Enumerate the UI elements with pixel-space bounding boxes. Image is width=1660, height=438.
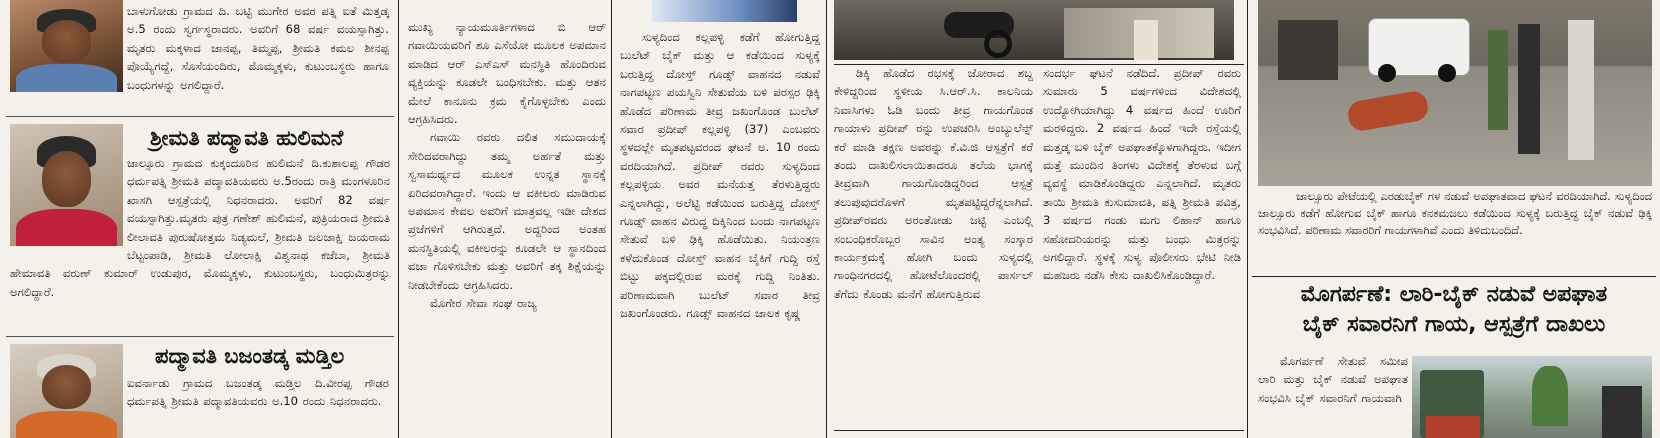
obituary-photo-3 [10,344,123,438]
divider [6,116,394,117]
divider [834,430,1244,431]
article-paragraph: ಸಂದರ್ಭ ಘಟನೆ ನಡೆದಿದೆ. ಪ್ರದೀಪ್ ರವರು ಸುಮಾರು 5 ವರ್ಷಗಳಿಂದ ವಿದೇಶದಲ್ಲಿ ಉದ್ಯೋಗಿಯಾಗಿದ್ದು 4 ವರ್ಷದ ಹಿಂದೆ ಊರಿಗೆ ಮರಳಿದ್ದರು. 2 ವರ್ಷದ ಹಿಂದೆ ಇದೇ ರಸ್ತೆಯಲ್ಲಿ ಮತ್ತಡ್ಕ ಬಳಿ ಬೈಕ್ ಅಪಘಾತಕ್ಕೊಳಗಾಗಿದ್ದರು. ಇದೀಗ ಮತ್ತೆ ಮುಂದಿನ ತಿಂಗಳು ವಿದೇಶಕ್ಕೆ ತೆರಳುವ ಬಗ್ಗೆ ವ್ಯವಸ್ಥೆ ಮಾಡಿಕೊಂಡಿದ್ದರು ಎನ್ನಲಾಗಿದೆ. ಮೃತರು ತಾಯಿ ಶ್ರೀಮತಿ ಕುಸುಮಾವತಿ, ಪತ್ನಿ ಶ್ರೀಮತಿ ಪವಿತ್ರ, 3 ವರ್ಷದ ಗಂಡು ಮಗು ಲಿಹಾನ್ ಹಾಗೂ ಸಹೋದರಿಯರನ್ನು ಮತ್ತು ಬಂಧು ಮಿತ್ರರನ್ನು ಅಗಲಿದ್ದಾರೆ. ಸ್ಥಳಕ್ಕೆ ಸುಳ್ಯ ಪೊಲೀಸರು ಭೇಟಿ ನೀಡಿ ಮಹಜರು ನಡೆಸಿ ಕೇಸು ದಾಖಲಿಸಿಕೊಂಡಿದ್ದಾರೆ. [1043,66,1241,283]
article-paragraph: ಮೊಗೇರ ಸೇವಾ ಸಂಘ ರಾಜ್ಯ [430,296,537,311]
obituary-photo-1 [10,0,123,92]
obituary-3-title: ಪದ್ಮಾವತಿ ಬಜಂತಡ್ಕ ಮಡ್ತಿಲ [155,344,345,368]
article-paragraph: ಮುಖ್ಯ ನ್ಯಾಯಮೂರ್ತಿಗಳಾದ ಬಿ ಆರ್ ಗವಾಯಿಯವರಿಗೆ ಶೂ ಎಸೆಯೋ ಮೂಲಕ ಅಪಮಾನ ಮಾಡಿದ ಆರ್ ಎಸ್ಎಸ್ ಮನಸ್ಥಿತಿ ಹೊಂದಿರುವ ವ್ಯಕ್ತಿಯನ್ನು ಕೂಡಲೇ ಬಂಧಿಸಬೇಕು. ಮತ್ತು ಆತನ ಮೇಲೆ ಕಾನೂನು ಕ್ರಮ ಕೈಗೊಳ್ಳಬೇಕು ಎಂದು ಆಗ್ರಹಿಸಿದರು. [408,20,606,127]
column-rule [826,0,827,438]
article-column-5 [1043,64,1241,438]
divider [1252,276,1656,277]
column-rule [398,0,399,438]
article-photo-partial [652,0,797,22]
article-paragraph: ಗವಾಯಿ ರವರು ದಲಿತ ಸಮುದಾಯಕ್ಕೆ ಸೇರಿದವರಾಗಿದ್ದು ತಮ್ಮ ಅರ್ಹತೆ ಮತ್ತು ಸ್ವಸಾಮರ್ಥ್ಯದ ಮೂಲಕ ಉನ್ನತ ಸ್ಥಾನಕ್ಕೆ ಏರಿದವರಾಗಿದ್ದಾರೆ. ಇಂದು ಆ ವಕೀಲರು ಮಾಡಿರುವ ಅಪಮಾನ ಕೇವಲ ಅವರಿಗೆ ಮಾತ್ರವಲ್ಲ ಇಡೀ ದೇಶದ ಪ್ರಜೆಗಳಿಗೆ ಆಗಿರುತ್ತದೆ. ಅದ್ದರಿಂದ ಅಂತಹ ಮನಸ್ಥಿತಿಯಲ್ಲಿ ವಕೀಲರನ್ನು ಕೂಡಲೇ ಆ ಸ್ಥಾನದಿಂದ ವಜಾ ಗೊಳಿಸಬೇಕು ಮತ್ತು ಅವರಿಗೆ ತಕ್ಕ ಶಿಕ್ಷೆಯನ್ನು ನೀಡಬೇಕೆಂದು ಆಗ್ರಹಿಸಿದರು. [408,130,606,292]
headline-line-1: ಮೊಗರ್ಪಣೆ: ಲಾರಿ-ಬೈಕ್ ನಡುವೆ ಅಪಘಾತ [1300,282,1608,307]
caption-text: ಜಾಲ್ಸೂರು ಪೇಟೆಯಲ್ಲಿ ಎರಡುಬೈಕ್ ಗಳ ನಡುವೆ ಅಪಘಾತವಾದ ಘಟನೆ ವರದಿಯಾಗಿದೆ. ಸುಳ್ಯದಿಂದ ಜಾಲ್ಸೂರು ಕಡೆಗೆ ಹೋಗುವ ಬೈಕ್ ಹಾಗೂ ಕನಕಮಜಲು ಕಡೆಯಿಂದ ಸುಳ್ಯಕ್ಕೆ ಬರುತ್ತಿದ್ದ ಬೈಕ್ ನಡುವೆ ಢಿಕ್ಕಿ ಸಂಭವಿಸಿದೆ. ಪರಿಣಾಮ ಸವಾರರಿಗೆ ಗಾಯಗಳಾಗಿವೆ ಎಂದು ತಿಳಿದುಬಂದಿದೆ. [1258,189,1652,237]
headline [1252,280,1656,346]
obituary-3 [127,374,389,411]
divider [6,336,394,337]
obituary-2 [10,154,390,332]
bike-accident-photo [1258,0,1652,186]
article-column-4 [834,64,1033,438]
accident-photo [834,0,1234,60]
column-rule [611,0,612,438]
article-column-6 [1258,352,1408,438]
article-paragraph: ಸುಳ್ಯದಿಂದ ಕಲ್ಲಪಳ್ಳಿ ಕಡೆಗೆ ಹೋಗುತ್ತಿದ್ದ ಬುಲೆಟ್ ಬೈಕ್ ಮತ್ತು ಆ ಕಡೆಯಿಂದ ಸುಳ್ಯಕ್ಕೆ ಬರುತ್ತಿದ್ದ ದೋಸ್ತ್ ಗೂಡ್ಸ್ ವಾಹನದ ನಡುವೆ ನಾಗಪಟ್ಟಣ ಪಯಸ್ವಿನಿ ಸೇತುವೆಯ ಬಳಿ ಪರಸ್ಪರ ಢಿಕ್ಕಿ ಹೊಡೆದ ಪರಿಣಾಮ ತೀವ್ರ ಜಖಂಗೊಂಡ ಬುಲೆಟ್ ಸವಾರ ಪ್ರದೀಪ್ ಕಲ್ಲಪಳ್ಳಿ (37) ಎಂಬವರು ಸ್ಥಳದಲ್ಲೇ ಮೃತಪಟ್ಟವರಂದ ಘಟನೆ ಅ. 10 ರಂದು ವರದಿಯಾಗಿದೆ. ಪ್ರದೀಪ್ ರವರು ಸುಳ್ಯದಿಂದ ಕಲ್ಲಪಳ್ಳಿಯ ಅವರ ಮನೆಯತ್ತ ತೆರಳುತ್ತಿದ್ದರು ಎನ್ನಲಾಗಿದ್ದು, ಅಲೆಟ್ಟಿ ಕಡೆಯಿಂದ ಬರುತ್ತಿದ್ದ ದೋಸ್ತ್ ಗೂಡ್ಸ್ ವಾಹನ ವಿರುದ್ಧ ದಿಕ್ಕಿನಿಂದ ಬಂದು ನಾಗಪಟ್ಟಣ ಸೇತುವೆ ಬಳಿ ಢಿಕ್ಕಿ ಹೊಡೆಯಿತು. ನಿಯಂತ್ರಣ ಕಳೆದುಕೊಂಡ ದೋಸ್ತ್ ವಾಹನ ಬೈಕಿಗೆ ಗುದ್ದಿ ರಸ್ತೆ ಬಿಟ್ಟು ಪಕ್ಕದಲ್ಲಿರುವ ಮರಕ್ಕೆ ಗುದ್ದಿ ನಿಂತಿತು. ಪರಿಣಾಮವಾಗಿ ಬುಲೆಟ್ ಸವಾರ ತೀವ್ರ ಜಖಂಗೊಂಡರು. ಗೂಡ್ಸ್ ವಾಹನದ ಚಾಲಕ ಕೃಷ್ಣ [620,30,820,321]
obituary-1-text: ಬಾಳುಗೋಡು ಗ್ರಾಮದ ದಿ. ಬಟ್ಟಿ ಮುಗೇರ ಅವರ ಪತ್ನಿ ಐತೆ ಮಿತ್ತಡ್ಕ ಅ.5 ರಂದು ಸ್ವರ್ಗಸ್ಥರಾದರು. ಅವರಿಗೆ 68 ವರ್ಷ ವಯಸ್ಸಾಗಿತ್ತು. ಮೃತರು ಮಕ್ಕಳಾದ ಜಾನಪ್ಪ, ತಿಮ್ಮಪ್ಪ, ಶ್ರೀಮತಿ ಕಮಲ ಶೀನಪ್ಪ ಪೊಯ್ಯೆಗದ್ದೆ, ಸೊಸೆಯಂದಿರು, ಮೊಮ್ಮಕ್ಕಳು, ಕುಟುಂಬಸ್ಥರು ಹಾಗೂ ಬಂಧುಗಳನ್ನು ಅಗಲಿದ್ದಾರೆ. [127,4,389,92]
lorry-photo [1412,356,1652,438]
article-paragraph: ಮೊಗರ್ಪಣೆ ಸೇತುವೆ ಸಮೀಪ ಲಾರಿ ಮತ್ತು ಬೈಕ್ ನಡುವೆ ಅಪಘಾತ ಸಂಭವಿಸಿ ಬೈಕ್ ಸವಾರನಿಗೆ ಗಾಯವಾಗಿ [1258,354,1408,405]
obituary-column [0,0,398,438]
obituary-3-text: ಐವರ್ನಾಡು ಗ್ರಾಮದ ಬಜಂತಡ್ಕ ಮಡ್ತಿಲ ದಿ.ವೀರಪ್ಪ ಗೌಡರ ಧರ್ಮಪತ್ನಿ ಶ್ರೀಮತಿ ಪದ್ಮಾವತಿಯವರು ಅ.10 ರಂದು ನಿಧನರಾದರು. [127,376,389,409]
obituary-1 [127,2,389,94]
obituary-2-text: ಜಾಲ್ಸೂರು ಗ್ರಾಮದ ಕುಕ್ಕಂದೂರಿನ ಹುಲಿಮನೆ ದಿ.ಕುಶಾಲಪ್ಪ ಗೌಡರ ಧರ್ಮಪತ್ನಿ ಶ್ರೀಮತಿ ಪದ್ಮಾವತಿಯವರು ಅ.5ರಂದು ರಾತ್ರಿ ಮಂಗಳೂರಿನ ಖಾಸಗಿ ಆಸ್ಪತ್ರೆಯಲ್ಲಿ ನಿಧನರಾದರು. ಅವರಿಗೆ 82 ವರ್ಷ ವಯಸ್ಸಾಗಿತ್ತು.ಮೃತರು ಪುತ್ರ ಗಣೇಶ್ ಹುಲಿಮನೆ, ಪುತ್ರಿಯರಾದ ಶ್ರೀಮತಿ ಲೀಲಾವತಿ ಪುರುಷೋತ್ತಮ ನಿಡ್ಯಮಲೆ, ಶ್ರೀಮತಿ ಜಲಜಾಕ್ಷಿ ಜಯರಾಮ ಬೆಟ್ಟಂಪಾಡಿ, ಶ್ರೀಮತಿ ಲೋಲಾಕ್ಷಿ ವಿಶ್ವನಾಥ ಕಜೆಬಾ, ಶ್ರೀಮತಿ ಹೇಮಾವತಿ ವರುಣ್ ಕುಮಾರ್ ಉಡುಪುರ, ಮೊಮ್ಮಕ್ಕಳು, ಕುಟುಂಬಸ್ಥರು, ಬಂಧುಮಿತ್ರರನ್ನು ಅಗಲಿದ್ದಾರೆ. [10,156,390,299]
article-paragraph: ಡಿಕ್ಕಿ ಹೊಡೆದ ರಭಸಕ್ಕೆ ಜೋರಾದ ಶಬ್ದ ಕೇಳಿದ್ದರಿಂದ ಸ್ಥಳೀಯ ಸಿ.ಆರ್.ಸಿ. ಕಾಲನಿಯ ನಿವಾಸಿಗಳು ಓಡಿ ಬಂದು ತೀವ್ರ ಗಾಯಗೊಂಡ ಗಾಯಾಳು ಪ್ರದೀಪ್ ರನ್ನು ಉಪಚರಿಸಿ ಅಂಬ್ಯುಲೆನ್ಸ್ ಕರೆ ಮಾಡಿ ತಕ್ಷಣ ಅವರನ್ನು ಕೆ.ವಿ.ಜಿ ಆಸ್ಪತ್ರೆಗೆ ಕರೆ ತಂದು ದಾಖಲಿಸಲಾಯಿತಾದರೂ ತಲೆಯ ಭಾಗಕ್ಕೆ ತೀವ್ರವಾಗಿ ಗಾಯಗೊಂಡಿದ್ದರಿಂದ ಆಸ್ಪತ್ರೆ ತಲುಪುವುದರೊಳಗೆ ಮೃತಪಟ್ಟಿದ್ದರೆನ್ನಲಾಗಿದೆ. ಪ್ರದೀಪ್‌ರವರು ಅರಂತೋಡು ಜಟ್ಟಿ ಎಂಬಲ್ಲಿ ಸಂಬಂಧಿಕರೊಬ್ಬರ ಸಾವಿನ ಅಂತ್ಯ ಸಂಸ್ಕಾರ ಕಾರ್ಯಕ್ರಮಕ್ಕೆ ಹೋಗಿ ಬಂದು ಸುಳ್ಯದಲ್ಲಿ ಗಾಂಧಿನಗರದಲ್ಲಿ ಹೋಟೆಲೊಂದರಲ್ಲಿ ಪಾರ್ಸಲ್ ತೆಗೆದು ಕೊಂಡು ಮನೆಗೆ ಹೋಗುತ್ತಿರುವ [834,66,1033,301]
article-column-2 [408,0,606,432]
column-rule [1247,0,1248,438]
article-column-3 [620,28,820,438]
photo-caption [1258,188,1652,278]
obituary-2-title: ಶ್ರೀಮತಿ ಪದ್ಮಾವತಿ ಹುಲಿಮನೆ [150,126,344,150]
headline-line-2: ಬೈಕ್ ಸವಾರನಿಗೆ ಗಾಯ, ಆಸ್ಪತ್ರೆಗೆ ದಾಖಲು [1302,312,1606,337]
